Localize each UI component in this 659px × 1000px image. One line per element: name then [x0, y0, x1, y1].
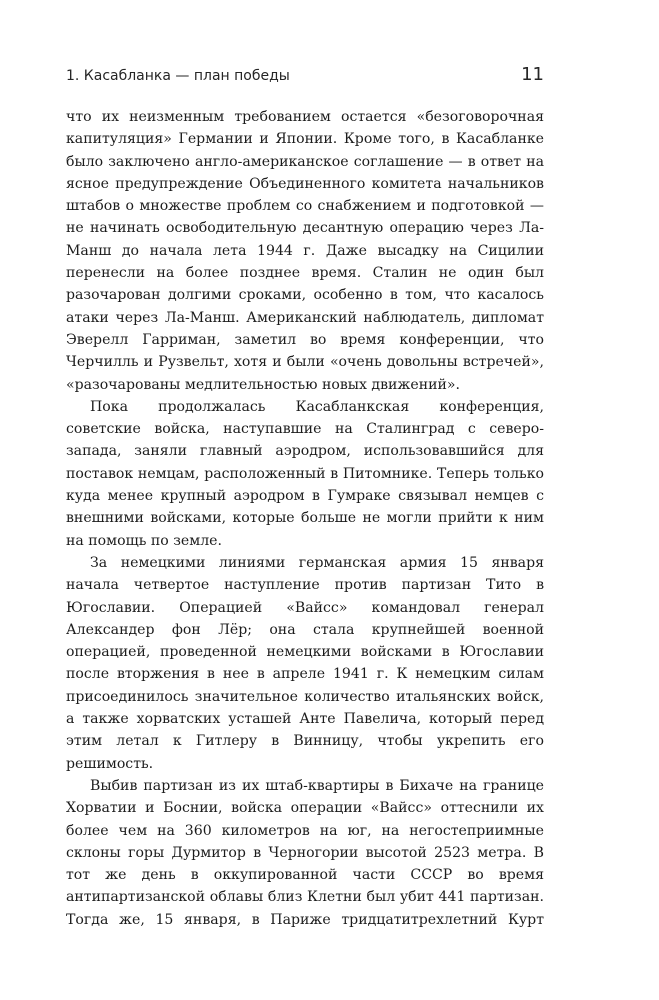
- paragraph: что их неизменным требованием остается «безоговорочная капитуляция» Германии и Японии. Кроме того, в Касабланке было заключено англо-американское соглашение — в ответ на ясное предупреждение Объединенного комитета начальников штабов о множестве проблем со снабжением и подготовкой — не начинать освободительную десантную операцию через Ла-Манш до начала лета 1944 г. Даже высадку на Сицилии перенесли на более позднее время. Сталин не один был разочарован долгими сроками, особенно в том, что касалось атаки через Ла-Манш. Американский наблюдатель, дипломат Эверелл Гарриман, заметил во время конференции, что Черчилль и Рузвельт, хотя и были «очень довольны встречей», «разочарованы медлительностью новых движений».: [66, 109, 544, 393]
- paragraph: Пока продолжалась Касабланкская конференция, советские войска, наступавшие на Сталинград с северо-запада, заняли главный аэродром, использовавшийся для поставок немцам, расположенный в Питомнике. Теперь только куда менее крупный аэродром в Гумраке связывал немцев с внешними войсками, которые больше не могли прийти к ним на помощь по земле.: [66, 398, 544, 549]
- chapter-title: 1. Касабланка — план победы: [66, 68, 290, 84]
- running-head: [66, 66, 544, 90]
- body-text: [66, 106, 544, 931]
- page-number: 11: [521, 64, 544, 85]
- paragraph: За немецкими линиями германская армия 15 января начала четвертое наступление против партизан Тито в Югославии. Операцией «Вайсс» командовал генерал Александер фон Лёр; она стала крупнейшей военной операцией, проведенной немецкими войсками в Югославии после вторжения в нее в апреле 1941 г. К немецким силам присоединилось значительное количество итальянских войск, а также хорватских усташей Анте Павелича, который перед этим летал к Гитлеру в Винницу, чтобы укрепить его решимость.: [66, 554, 544, 772]
- paragraph: Выбив партизан из их штаб-квартиры в Бихаче на границе Хорватии и Боснии, войска операции «Вайсс» оттеснили их более чем на 360 километров на юг, на негостеприимные склоны горы Дурмитор в Черногории высотой 2523 метра. В тот же день в оккупированной части СССР во время антипартизанской облавы близ Клетни был убит 441 партизан. Тогда же, 15 января, в Париже тридцатитрехлетний Курт: [66, 777, 544, 928]
